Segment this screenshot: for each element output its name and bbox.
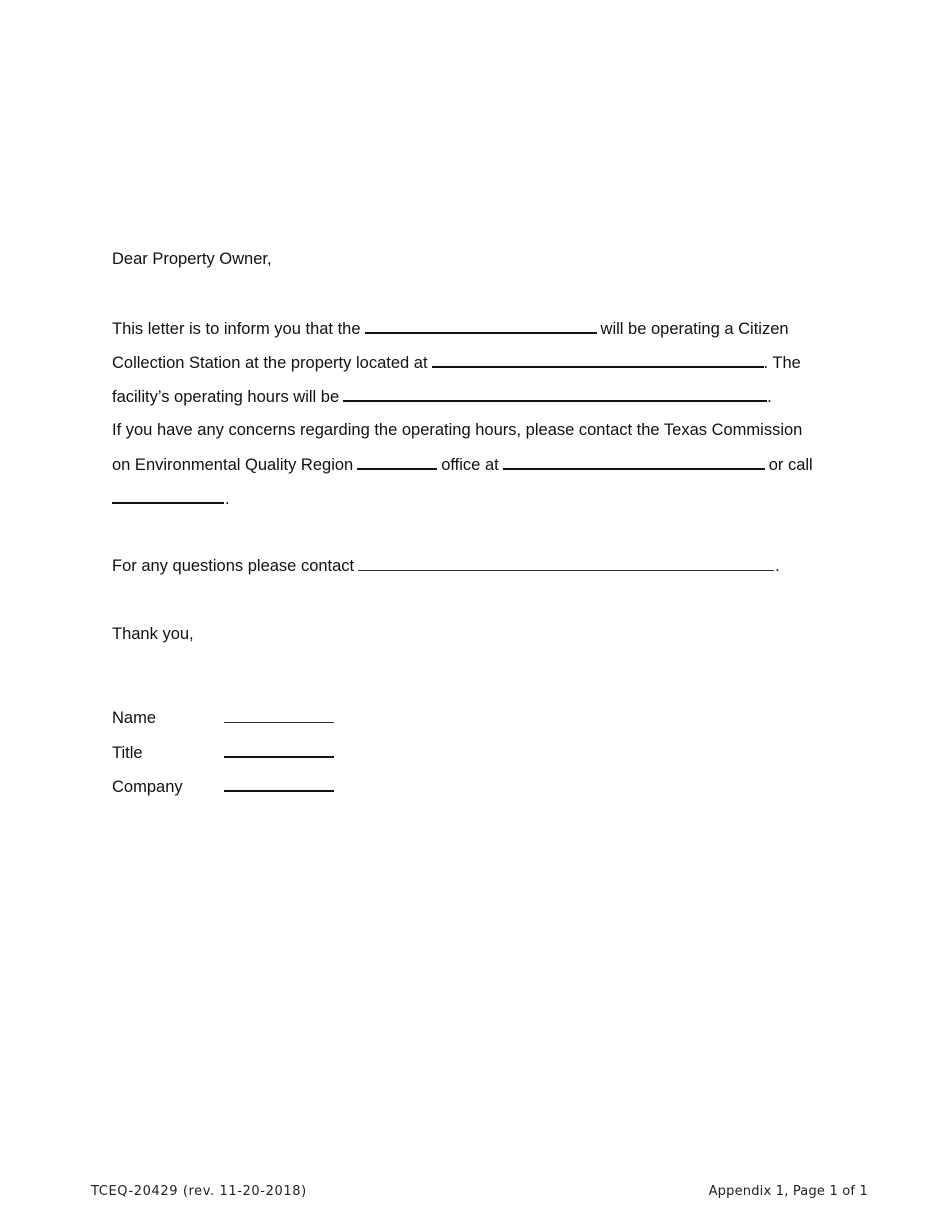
property-address-blank[interactable]	[432, 352, 764, 368]
title-label: Title	[112, 744, 143, 762]
phone-number-blank[interactable]	[112, 488, 224, 504]
name-label: Name	[112, 709, 157, 727]
signature-title-row	[112, 742, 334, 763]
closing: Thank you,	[112, 625, 194, 643]
name-blank[interactable]	[224, 708, 334, 723]
paragraph-line-5	[112, 454, 813, 475]
region-office-blank[interactable]	[503, 454, 765, 470]
text-segment: .	[767, 388, 772, 406]
paragraph-line-4: If you have any concerns regarding the operating hours, please contact the Texas Commission	[112, 421, 803, 439]
text-segment: office at	[441, 456, 499, 474]
questions-line	[112, 556, 780, 576]
region-number-blank[interactable]	[357, 454, 437, 470]
text-segment: or call	[768, 456, 813, 474]
text-segment: This letter is to inform you that the	[112, 320, 361, 338]
paragraph-line-2	[112, 352, 801, 373]
paragraph-line-6	[112, 488, 230, 509]
paragraph-line-1	[112, 318, 789, 339]
contact-blank[interactable]	[358, 556, 774, 571]
text-segment: on Environmental Quality Region	[112, 456, 354, 474]
company-label: Company	[112, 778, 183, 796]
text-segment: .	[225, 490, 230, 508]
text-segment: will be operating a Citizen	[600, 320, 789, 338]
signature-company-row	[112, 776, 334, 797]
salutation: Dear Property Owner,	[112, 250, 272, 268]
signature-name-row	[112, 708, 334, 728]
page-info: Appendix 1, Page 1 of 1	[708, 1184, 868, 1199]
text-segment: .	[775, 557, 780, 575]
text-segment: facility’s operating hours will be	[112, 388, 340, 406]
text-segment: . The	[763, 354, 801, 372]
text-segment: For any questions please contact	[112, 557, 355, 575]
paragraph-line-3	[112, 386, 772, 407]
form-id: TCEQ-20429 (rev. 11-20-2018)	[91, 1184, 307, 1199]
operating-hours-blank[interactable]	[343, 386, 767, 402]
title-blank[interactable]	[224, 742, 334, 758]
operator-name-blank[interactable]	[365, 318, 597, 334]
text-segment: Collection Station at the property located at	[112, 354, 428, 372]
company-blank[interactable]	[224, 776, 334, 792]
